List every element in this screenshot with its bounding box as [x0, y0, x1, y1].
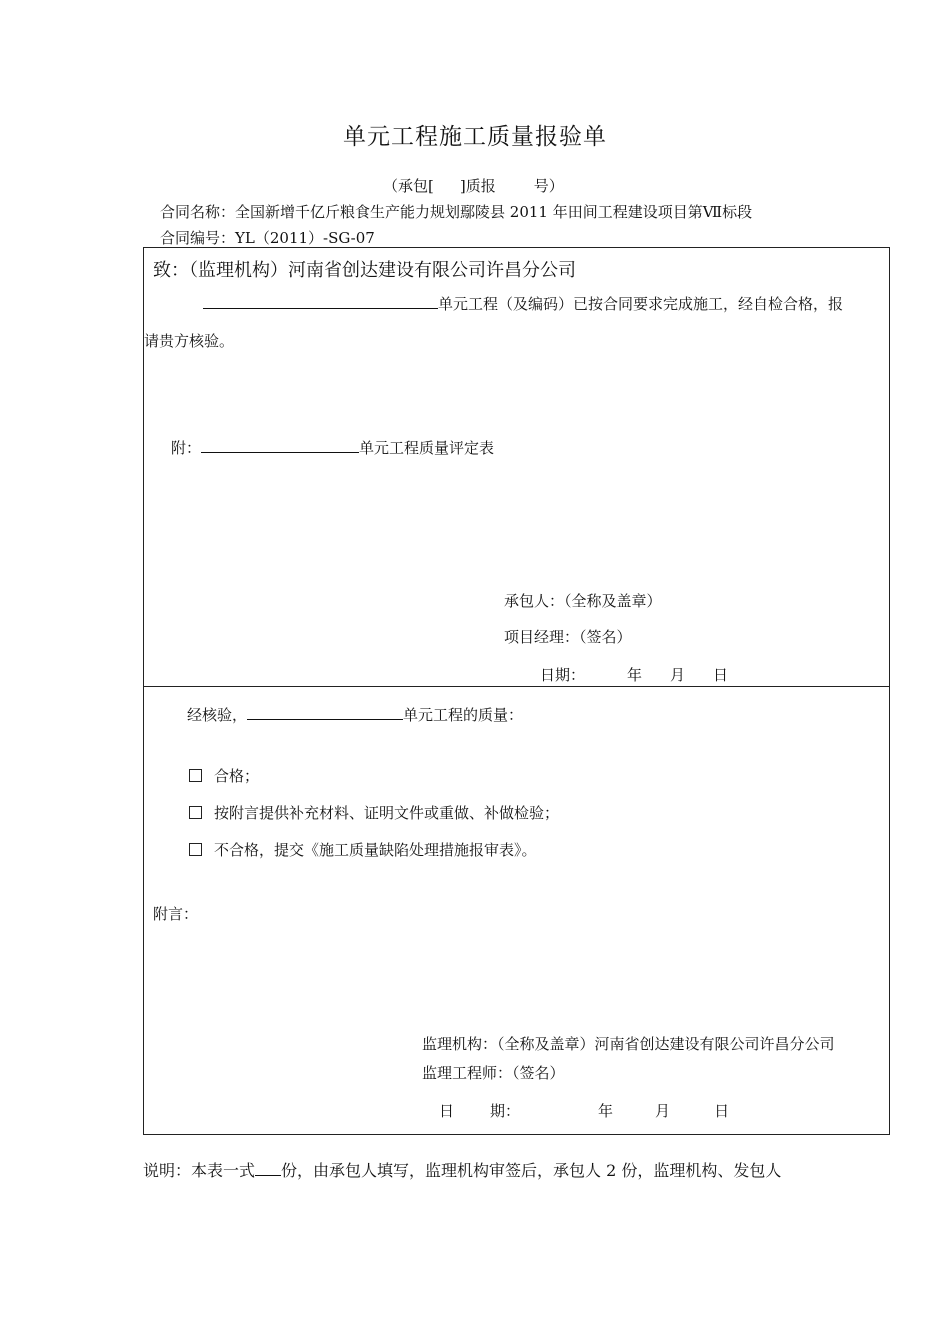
option-qualified-label: 合格；: [214, 767, 260, 785]
addressee-label: 致：（监理机构）: [153, 260, 288, 281]
verification-line: [187, 704, 523, 725]
date-label-1: 日: [439, 1102, 455, 1120]
verification-date-line: [439, 1100, 729, 1121]
copies-blank[interactable]: [255, 1161, 281, 1176]
supervisor-line: [422, 1033, 835, 1054]
addressee-line: [153, 256, 576, 282]
note-middle: 份，由承包人填写，监理机构审签后，承包人: [281, 1161, 602, 1180]
option-supplement[interactable]: [189, 802, 559, 823]
supervisor-value: 河南省创达建设有限公司许昌分公司: [594, 1035, 835, 1053]
attachment-blank[interactable]: [201, 438, 359, 453]
date-month: 月: [655, 1102, 671, 1120]
note-prefix: 说明：本表一式: [143, 1161, 256, 1180]
checkbox-icon[interactable]: [189, 843, 202, 856]
form-number: [383, 175, 564, 196]
note-suffix: 份，监理机构、发包人: [621, 1161, 782, 1180]
form-number-middle: ]质报: [459, 177, 496, 195]
unit-project-blank[interactable]: [203, 294, 438, 309]
form-note: [143, 1158, 781, 1181]
date-day: 日: [713, 666, 729, 684]
contractor-label: 承包人：（全称及盖章）: [504, 592, 662, 610]
submission-body-line-1: [203, 293, 843, 314]
contract-code-value: YL（2011）-SG-07: [235, 229, 375, 247]
option-supplement-label: 按附言提供补充材料、证明文件或重做、补做检验；: [214, 804, 560, 822]
addressee-value: 河南省创达建设有限公司许昌分公司: [288, 260, 576, 281]
date-month: 月: [670, 666, 686, 684]
option-unqualified[interactable]: [189, 839, 537, 860]
verification-section: [143, 686, 890, 1135]
checkbox-icon[interactable]: [189, 806, 202, 819]
checkbox-icon[interactable]: [189, 769, 202, 782]
date-year: 年: [627, 666, 643, 684]
submission-section: [143, 247, 890, 687]
submission-text-2: 请贵方核验。: [144, 332, 235, 350]
project-manager-label: 项目经理：（签名）: [504, 628, 632, 646]
supervisor-label: 监理机构：（全称及盖章）: [422, 1035, 595, 1053]
contract-name-value: 全国新增千亿斤粮食生产能力规划鄢陵县 2011 年田间工程建设项目第Ⅶ标段: [235, 203, 753, 221]
note-number: 2: [606, 1161, 617, 1180]
date-label-2: 期：: [490, 1102, 521, 1120]
submission-text-1: 单元工程（及编码）已按合同要求完成施工，经自检合格，报: [438, 295, 844, 313]
date-day: 日: [714, 1102, 730, 1120]
contract-name-label: 合同名称：: [160, 203, 236, 221]
contract-code-label: 合同编号：: [160, 229, 236, 247]
engineer-label: 监理工程师：（签名）: [422, 1064, 565, 1082]
verification-suffix: 单元工程的质量：: [403, 706, 524, 724]
form-title: 单元工程施工质量报验单: [343, 124, 607, 150]
attachment-suffix: 单元工程质量评定表: [359, 439, 495, 457]
submission-date-line: [540, 664, 728, 685]
contract-name-line: [160, 201, 752, 222]
verification-blank[interactable]: [247, 705, 403, 720]
date-label: 日期：: [540, 666, 586, 684]
contract-code-line: [160, 227, 375, 248]
form-number-prefix: （承包[: [383, 177, 434, 195]
attachment-line: [171, 437, 494, 458]
option-unqualified-label: 不合格，提交《施工质量缺陷处理措施报审表》。: [214, 841, 537, 859]
attachment-label: 附：: [171, 439, 202, 457]
date-year: 年: [598, 1102, 614, 1120]
option-qualified[interactable]: [189, 765, 259, 786]
form-number-suffix: 号）: [533, 177, 564, 195]
verification-prefix: 经核验，: [187, 706, 248, 724]
remark-label: 附言：: [153, 905, 199, 923]
